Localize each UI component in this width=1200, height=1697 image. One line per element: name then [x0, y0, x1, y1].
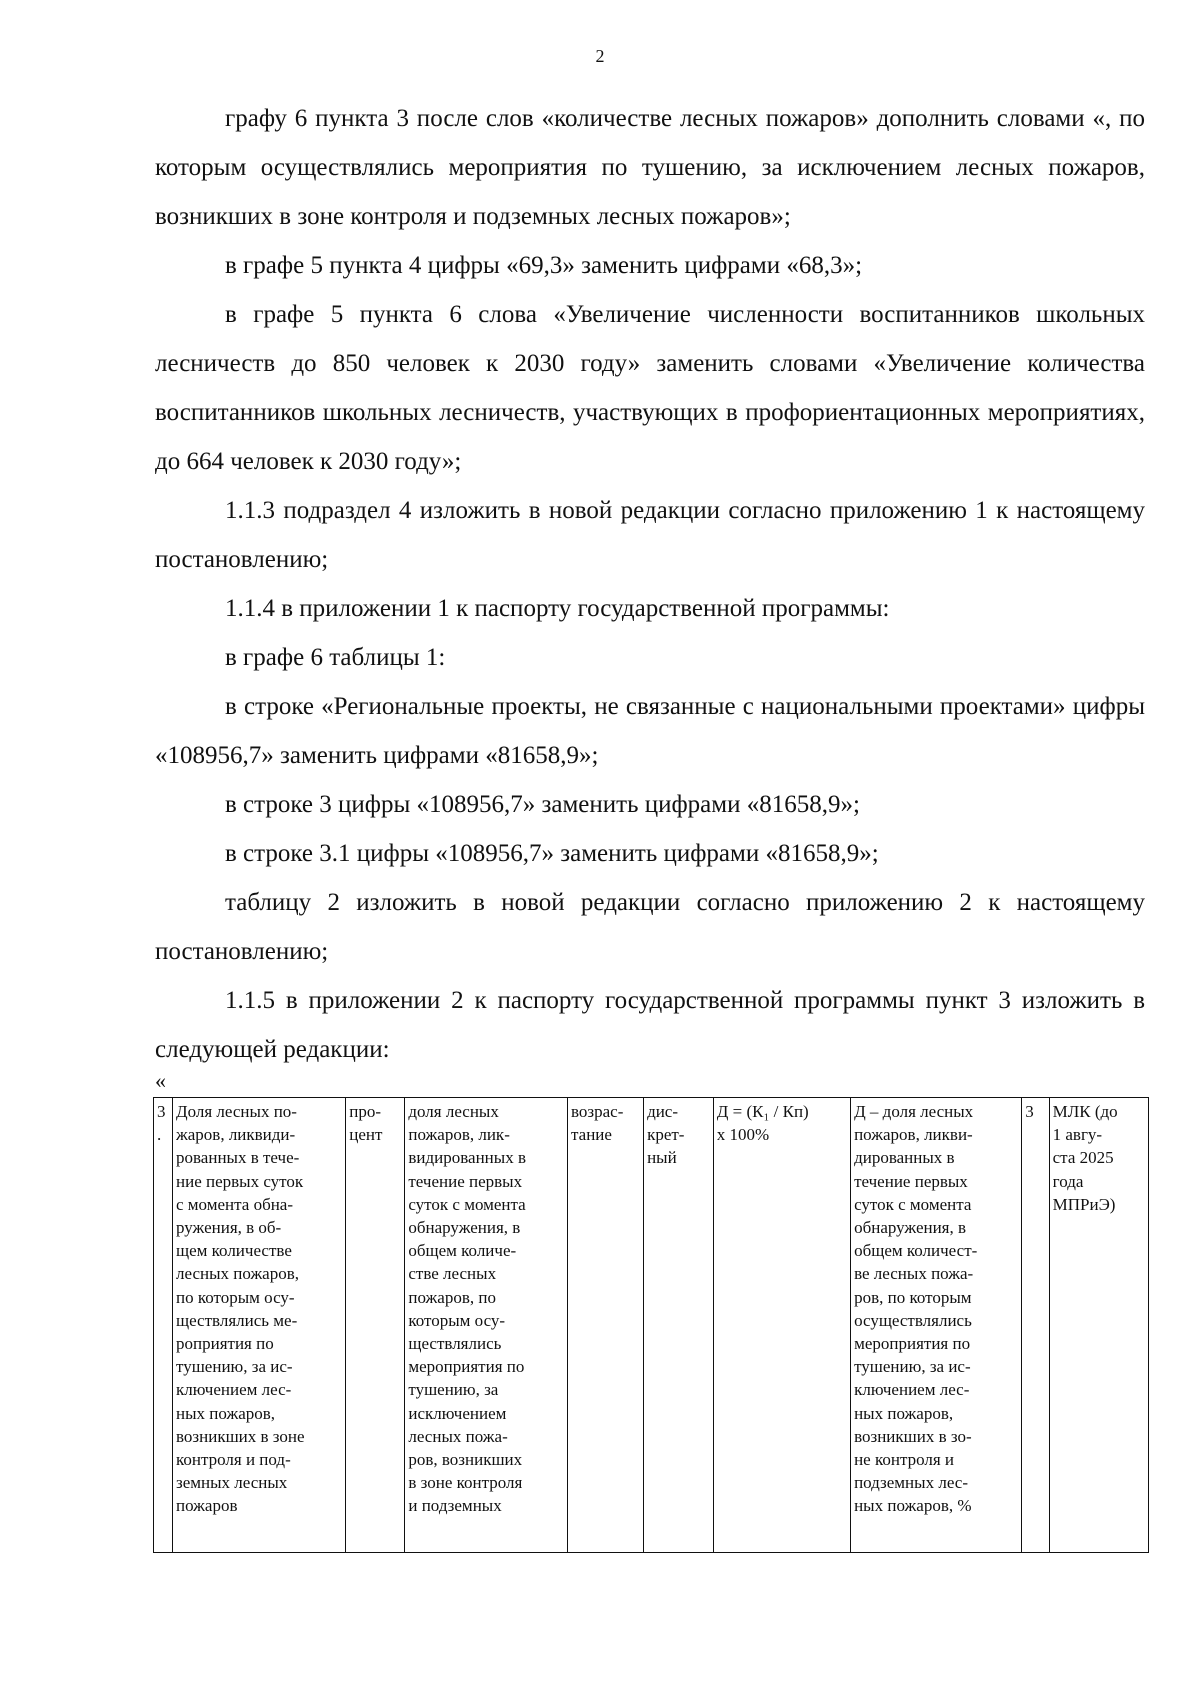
- paragraph: в строке 3 цифры «108956,7» заменить цифрами «81658,9»;: [225, 791, 860, 818]
- cell-variables: Д – доля лесных пожаров, ликви- дированных в течение первых суток с момента обнаружения, в общем количест- ве лесных пожа- ров, по которым осуществлялись мероприятия по тушению, за ис- ключением лес- ных пожаров, возникших в зо- не контроля и подземных лес- ных пожаров, %: [851, 1098, 1022, 1553]
- paragraph: 1.1.3 подраздел 4 изложить в новой редакции согласно приложению 1 к настоящему постановлению;: [155, 497, 1145, 573]
- cell-trend: возрас- тание: [568, 1098, 644, 1553]
- amendment-table: [153, 1097, 1149, 1553]
- paragraph: 1.1.5 в приложении 2 к паспорту государственной программы пункт 3 изложить в следующей редакции:: [155, 987, 1145, 1063]
- cell-indicator-name: Доля лесных по- жаров, ликвиди- рованных в тече- ние первых суток с момента обна- ружения, в об- щем количестве лесных пожаров, по которым осу- ществлялись ме- роприятия по тушению, за ис- ключением лес- ных пожаров, возникших в зоне контроля и под- земных лесных пожаров: [173, 1098, 346, 1553]
- paragraph: таблицу 2 изложить в новой редакции согласно приложению 2 к настоящему постановлению;: [155, 889, 1145, 965]
- paragraph: в графе 6 таблицы 1:: [225, 644, 446, 671]
- paragraph: в строке «Региональные проекты, не связанные с национальными проектами» цифры «108956,7» заменить цифрами «81658,9»;: [155, 693, 1145, 769]
- table-row: [154, 1098, 1149, 1553]
- paragraph: в строке 3.1 цифры «108956,7» заменить цифрами «81658,9»;: [225, 840, 879, 867]
- document-body: [155, 94, 1145, 1074]
- paragraph: в графе 5 пункта 4 цифры «69,3» заменить цифрами «68,3»;: [225, 252, 863, 279]
- page-number: 2: [595, 46, 605, 66]
- cell-number: 3.: [154, 1098, 173, 1553]
- cell-definition: доля лесных пожаров, лик- видированных в течение первых суток с момента обнаружения, в общем количе- стве лесных пожаров, по которым осу- ществлялись мероприятия по тушению, за исключением лесных пожа- ров, возникших в зоне контроля и подземных: [405, 1098, 568, 1553]
- cell-responsible: МЛК (до 1 авгу- ста 2025 года МПРиЭ): [1049, 1098, 1148, 1553]
- cell-method: 3: [1022, 1098, 1049, 1553]
- opening-quote-mark: «: [155, 1068, 166, 1093]
- paragraph: в графе 5 пункта 6 слова «Увеличение численности воспитанников школьных лесничеств до 850 человек к 2030 году» заменить словами «Увеличение количества воспитанников школьных лесничеств, участвующих в профориентационных мероприятиях, до 664 человек к 2030 году»;: [155, 301, 1145, 475]
- cell-unit: про- цент: [346, 1098, 405, 1553]
- cell-formula: Д = (К₁ / Кп) х 100%: [713, 1098, 850, 1553]
- paragraph: графу 6 пункта 3 после слов «количестве лесных пожаров» дополнить словами «, по которым осуществлялись мероприятия по тушению, за исключением лесных пожаров, возникших в зоне контроля и подземных лесных пожаров»;: [155, 105, 1145, 230]
- paragraph: 1.1.4 в приложении 1 к паспорту государственной программы:: [225, 595, 890, 622]
- cell-type: дис- крет- ный: [644, 1098, 714, 1553]
